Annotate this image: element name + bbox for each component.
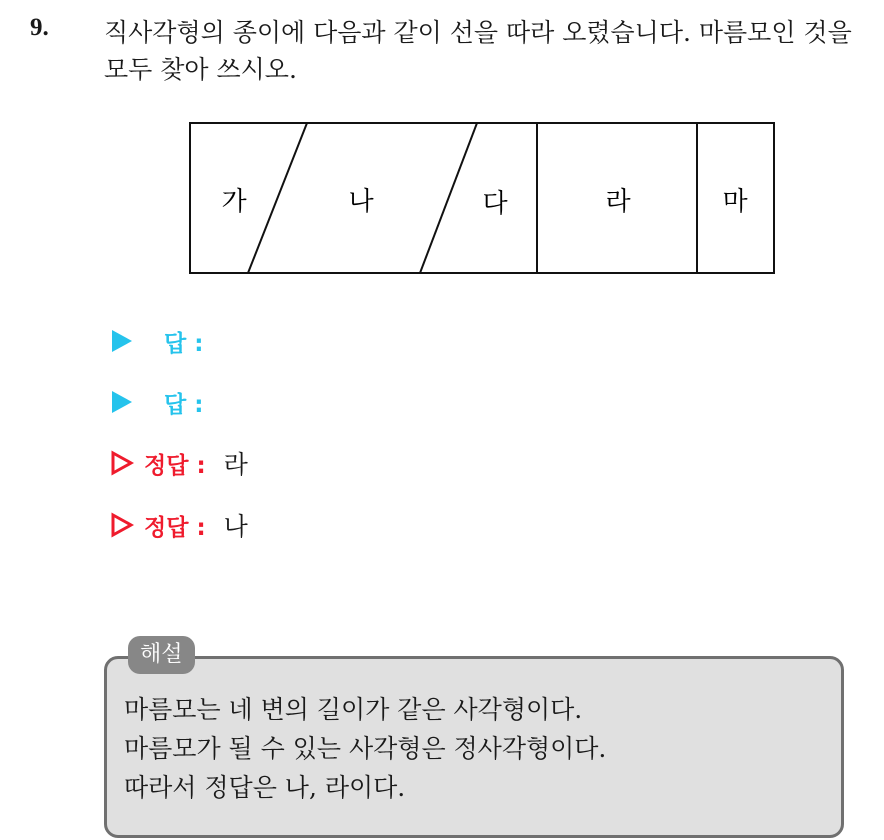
explanation-line: 마름모가 될 수 있는 사각형은 정사각형이다. [124,734,607,763]
answer-row [110,321,221,361]
outline-triangle-icon [110,450,134,476]
correct-answer-label: 정답 : [144,452,206,479]
correct-answer-row [110,505,248,545]
question-text: 직사각형의 종이에 다음과 같이 선을 따라 오렸습니다. 마름모인 것을 모두 찾아 쓰시오. [104,18,852,84]
filled-triangle-icon [110,328,134,354]
explanation-line: 마름모는 네 변의 길이가 같은 사각형이다. [124,695,583,724]
outline-triangle-icon [110,512,134,538]
correct-answer-value: 나 [223,512,248,541]
piece-label-da: 다 [482,189,508,219]
answer-label: 답 : [164,330,204,357]
correct-answer-label: 정답 : [144,514,206,541]
cut-line-2 [420,123,477,273]
filled-triangle-icon [110,389,134,415]
question-number: 9. [30,14,49,41]
explanation-text [124,690,606,807]
correct-answer-row [110,443,248,483]
cut-paper-figure [189,122,775,274]
answer-label: 답 : [164,391,204,418]
answer-row [110,382,221,422]
correct-answer-value: 라 [223,450,248,479]
piece-label-ga: 가 [221,187,247,217]
cut-line-1 [248,123,307,273]
explanation-tag: 해설 [128,636,195,674]
explanation-line: 따라서 정답은 나, 라이다. [124,773,406,802]
piece-label-na: 나 [348,187,374,217]
piece-label-ma: 마 [722,187,748,217]
piece-label-ra: 라 [605,187,631,217]
